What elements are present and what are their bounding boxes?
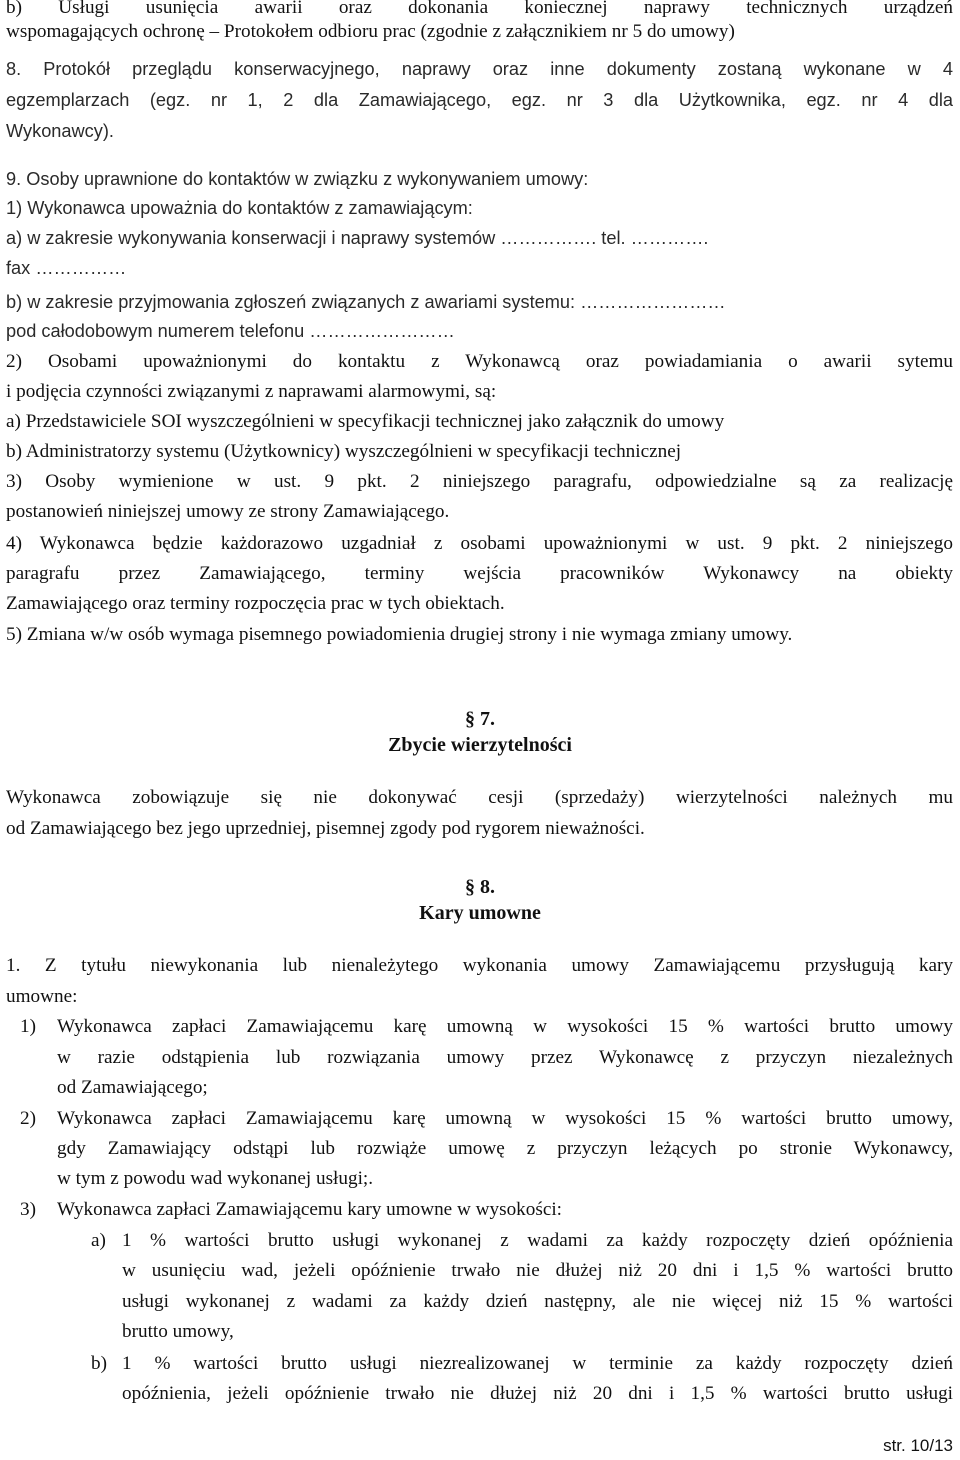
- list-item-line: usługi wykonanej z wadami za każdy dzień następny, ale nie więcej niż 15 % wartości: [122, 1291, 953, 1312]
- section-title: Zbycie wierzytelności: [388, 734, 572, 756]
- paragraph-line: 8. Protokół przeglądu konserwacyjnego, naprawy oraz inne dokumenty zostaną wykonane w 4: [6, 59, 953, 79]
- list-item-line: brutto umowy,: [122, 1321, 234, 1342]
- contact-line-a: a) w zakresie wykonywania konserwacji i naprawy systemów ……………. tel. ………….: [6, 228, 709, 248]
- list-item-line: 1 % wartości brutto usługi wykonanej z wadami za każdy rozpoczęty dzień opóźnienia: [122, 1230, 953, 1251]
- paragraph-line: i podjęcia czynności związanymi z naprawami alarmowymi, są:: [6, 381, 497, 402]
- paragraph-line: 2) Osobami upoważnionymi do kontaktu z Wykonawcą oraz powiadamiania o awarii sytemu: [6, 351, 953, 372]
- list-item-line: 1 % wartości brutto usługi niezrealizowanej w terminie za każdy rozpoczęty dzień: [122, 1353, 953, 1374]
- paragraph-line: paragrafu przez Zamawiającego, terminy wejścia pracowników Wykonawcy na obiekty: [6, 563, 953, 584]
- page-number: str. 10/13: [883, 1436, 953, 1455]
- paragraph-line: od Zamawiającego bez jego uprzedniej, pisemnej zgody pod rygorem nieważności.: [6, 818, 645, 839]
- list-label: 3): [20, 1199, 36, 1220]
- contact-fax-line: fax ……………: [6, 258, 127, 278]
- list-item-line: Wykonawca zapłaci Zamawiającemu karę umowną w wysokości 15 % wartości brutto umowy: [57, 1016, 953, 1037]
- paragraph-line: egzemplarzach (egz. nr 1, 2 dla Zamawiającego, egz. nr 3 dla Użytkownika, egz. nr 4 dla: [6, 90, 953, 110]
- paragraph-line: 1) Wykonawca upoważnia do kontaktów z zamawiającym:: [6, 198, 473, 218]
- paragraph-line: 1. Z tytułu niewykonania lub nienależytego wykonania umowy Zamawiającemu przysługują kary: [6, 955, 953, 976]
- contact-line-b: b) w zakresie przyjmowania zgłoszeń związanych z awariami systemu: ……………………: [6, 292, 726, 312]
- section-title: Kary umowne: [419, 902, 541, 924]
- paragraph-line: b) Administratorzy systemu (Użytkownicy) wyszczególnieni w specyfikacji technicznej: [6, 441, 682, 462]
- list-item-line: Wykonawca zapłaci Zamawiającemu kary umowne w wysokości:: [57, 1199, 562, 1220]
- paragraph-line: 5) Zmiana w/w osób wymaga pisemnego powiadomienia drugiej strony i nie wymaga zmiany umowy.: [6, 624, 793, 645]
- list-label: 2): [20, 1108, 36, 1129]
- list-label: a): [91, 1230, 106, 1251]
- list-item-line: opóźnienia, jeżeli opóźnienie trwało nie dłużej niż 20 dni i 1,5 % wartości brutto usługi: [122, 1383, 953, 1404]
- list-item-line: od Zamawiającego;: [57, 1077, 208, 1098]
- paragraph-line: Zamawiającego oraz terminy rozpoczęcia prac w tych obiektach.: [6, 593, 505, 614]
- list-item-line: w usunięciu wad, jeżeli opóźnienie trwało nie dłużej niż 20 dni i 1,5 % wartości brutto: [122, 1260, 953, 1281]
- paragraph-line: wspomagających ochronę – Protokołem odbioru prac (zgodnie z załącznikiem nr 5 do umowy): [6, 21, 735, 42]
- section-9-title: 9. Osoby uprawnione do kontaktów w związku z wykonywaniem umowy:: [6, 169, 589, 189]
- list-item-line: w razie odstąpienia lub rozwiązania umowy przez Wykonawcę z przyczyn niezależnych: [57, 1047, 953, 1068]
- paragraph-line: a) Przedstawiciele SOI wyszczególnieni w specyfikacji technicznej jako załącznik do umowy: [6, 411, 725, 432]
- paragraph-line: b) Usługi usunięcia awarii oraz dokonania koniecznej naprawy technicznych urządzeń: [6, 0, 953, 18]
- paragraph-line: Wykonawca zobowiązuje się nie dokonywać cesji (sprzedaży) wierzytelności należnych mu: [6, 787, 953, 808]
- paragraph-line: 4) Wykonawca będzie każdorazowo uzgadniał z osobami upoważnionymi w ust. 9 pkt. 2 niniejszego: [6, 533, 953, 554]
- list-label: b): [91, 1353, 107, 1374]
- list-item-line: gdy Zamawiający odstąpi lub rozwiąże umowę z przyczyn leżących po stronie Wykonawcy,: [57, 1138, 953, 1159]
- paragraph-line: umowne:: [6, 986, 78, 1007]
- contact-phone-line: pod całodobowym numerem telefonu ……………………: [6, 321, 455, 341]
- paragraph-line: 3) Osoby wymienione w ust. 9 pkt. 2 niniejszego paragrafu, odpowiedzialne są za realizację: [6, 471, 953, 492]
- section-number: § 7.: [465, 708, 495, 730]
- paragraph-line: Wykonawcy).: [6, 121, 114, 141]
- list-label: 1): [20, 1016, 36, 1037]
- list-item-line: w tym z powodu wad wykonanej usługi;.: [57, 1168, 374, 1189]
- section-number: § 8.: [465, 876, 495, 898]
- list-item-line: Wykonawca zapłaci Zamawiającemu karę umowną w wysokości 15 % wartości brutto umowy,: [57, 1108, 953, 1129]
- paragraph-line: postanowień niniejszej umowy ze strony Zamawiającego.: [6, 501, 450, 522]
